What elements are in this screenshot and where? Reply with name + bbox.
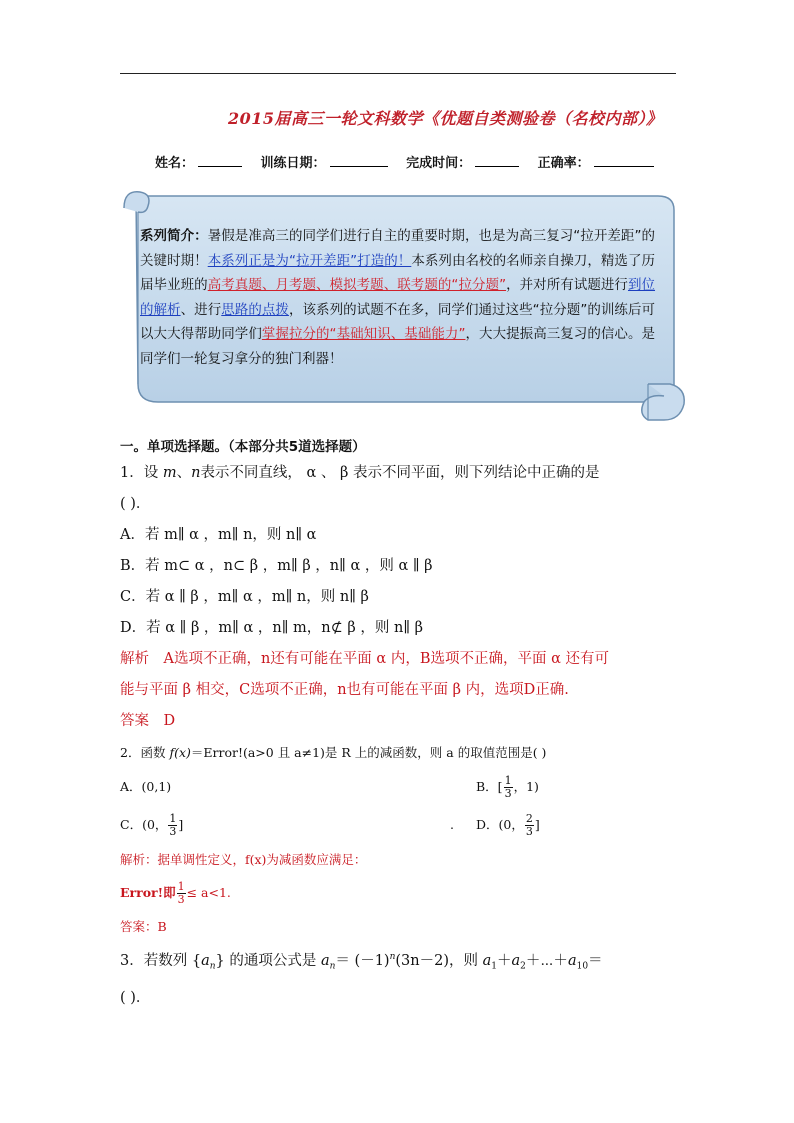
intro-link-2[interactable]: 高考真题、月考题、模拟考题、联考题的“拉分题” [207, 277, 507, 293]
q1-answer: 答案 D [120, 713, 176, 729]
field-time-blank[interactable] [475, 154, 519, 167]
field-name-blank[interactable] [198, 154, 242, 167]
intro-link-5[interactable]: 掌握拉分的“基础知识、基础能力” [261, 326, 466, 342]
q1-analysis-1: 解析 A选项不正确，n还有可能在平面 α 内，B选项不正确，平面 α 还有可 [120, 651, 609, 667]
q2-option-c[interactable]: C．(0， $\frac{1}{3}$ ] [120, 812, 184, 838]
q3-stem: 3．若数列 $\{a_n\}$ 的通项公式是 $a_n= (-1)^n(3n-2)$，则 $a_1+a_2+\cdots+a_{10}=$ [120, 952, 603, 972]
q2-option-d[interactable]: D．(0， $\frac{2}{3}$ ] [476, 812, 540, 838]
intro-link-1[interactable]: 本系列正是为“拉开差距”打造的！ [207, 252, 412, 269]
q1-option-c[interactable]: C．若 α ∥ β ，m∥ α ，m∥ n，则 n∥ β [120, 589, 369, 605]
page-title: 2015届高三一轮文科数学《优题自类测验卷（名校内部）》 [228, 109, 663, 128]
q1-option-d[interactable]: D．若 α ∥ β ，m∥ α ，n∥ m，n⊄ β ，则 n∥ β [120, 620, 424, 636]
q2-analysis-formula: Error!即 $\frac{1}{3}$ ≤ a<1. [120, 880, 231, 906]
questions-content [120, 436, 680, 1014]
q2-stray-dot: . [450, 817, 454, 832]
q2-analysis: 解析：据单调性定义，f(x)为减函数应满足： [120, 852, 367, 867]
q1-analysis-2: 能与平面 β 相交，C选项不正确，n也有可能在平面 β 内，选项D正确. [120, 682, 569, 698]
q2-option-b[interactable]: B．[ $\frac{1}{3}$ ，1) [476, 774, 539, 800]
q2-options-row-1 [120, 768, 680, 806]
q2-options-row-2 [120, 806, 680, 844]
q2-answer: 答案：B [120, 919, 167, 934]
field-date-blank[interactable] [330, 154, 388, 167]
q1-paren: ( )． [120, 496, 151, 512]
intro-label: 系列简介： [140, 228, 208, 244]
series-intro-text: 系列简介：暑假是准高三的同学们进行自主的重要时期，也是为高三复习“拉开差距”的关键时期！本系列正是为“拉开差距”打造的！本系列由名校的名师亲自操刀，精选了历届毕业班的高考真题、月考题、模拟考题、联考题的“拉分题”，并对所有试题进行到位的解析、进行思路的点拨，该系列的试题不在多，同学们通过这些“拉分题”的训练后可以大大得帮助同学们掌握拉分的“基础知识、基础能力”，大大提振高三复习的信心。是同学们一轮复习拿分的独门利器！ [140, 228, 656, 367]
q1-stem: 1．设 m、n表示不同直线， α 、 β 表示不同平面，则下列结论中正确的是 [120, 465, 600, 481]
q2-option-a[interactable]: A．(0,1) [120, 779, 172, 794]
q2-stem: 2．函数 f(x)＝Error!(a>0 且 a≠1)是 R 上的减函数，则 a 的取值范围是( ) [120, 745, 547, 760]
info-fields [155, 152, 668, 171]
field-date-label: 训练日期： [260, 156, 326, 171]
q3-paren: ( )． [120, 989, 151, 1006]
field-name-label: 姓名： [155, 156, 195, 171]
intro-link-3[interactable]: 到位的解析 [140, 277, 656, 318]
q1-option-a[interactable]: A．若 m∥ α ，m∥ n，则 n∥ α [120, 527, 317, 543]
section-heading: 一。单项选择题。（本部分共5道选择题） [120, 439, 366, 455]
field-accuracy-label: 正确率： [537, 156, 590, 171]
intro-link-4[interactable]: 思路的点拨 [221, 301, 289, 318]
top-rule [120, 73, 676, 74]
field-accuracy-blank[interactable] [594, 154, 654, 167]
q1-option-b[interactable]: B．若 m⊂ α ，n⊂ β ，m∥ β ，n∥ α ，则 α ∥ β [120, 558, 433, 574]
field-time-label: 完成时间： [406, 156, 472, 171]
